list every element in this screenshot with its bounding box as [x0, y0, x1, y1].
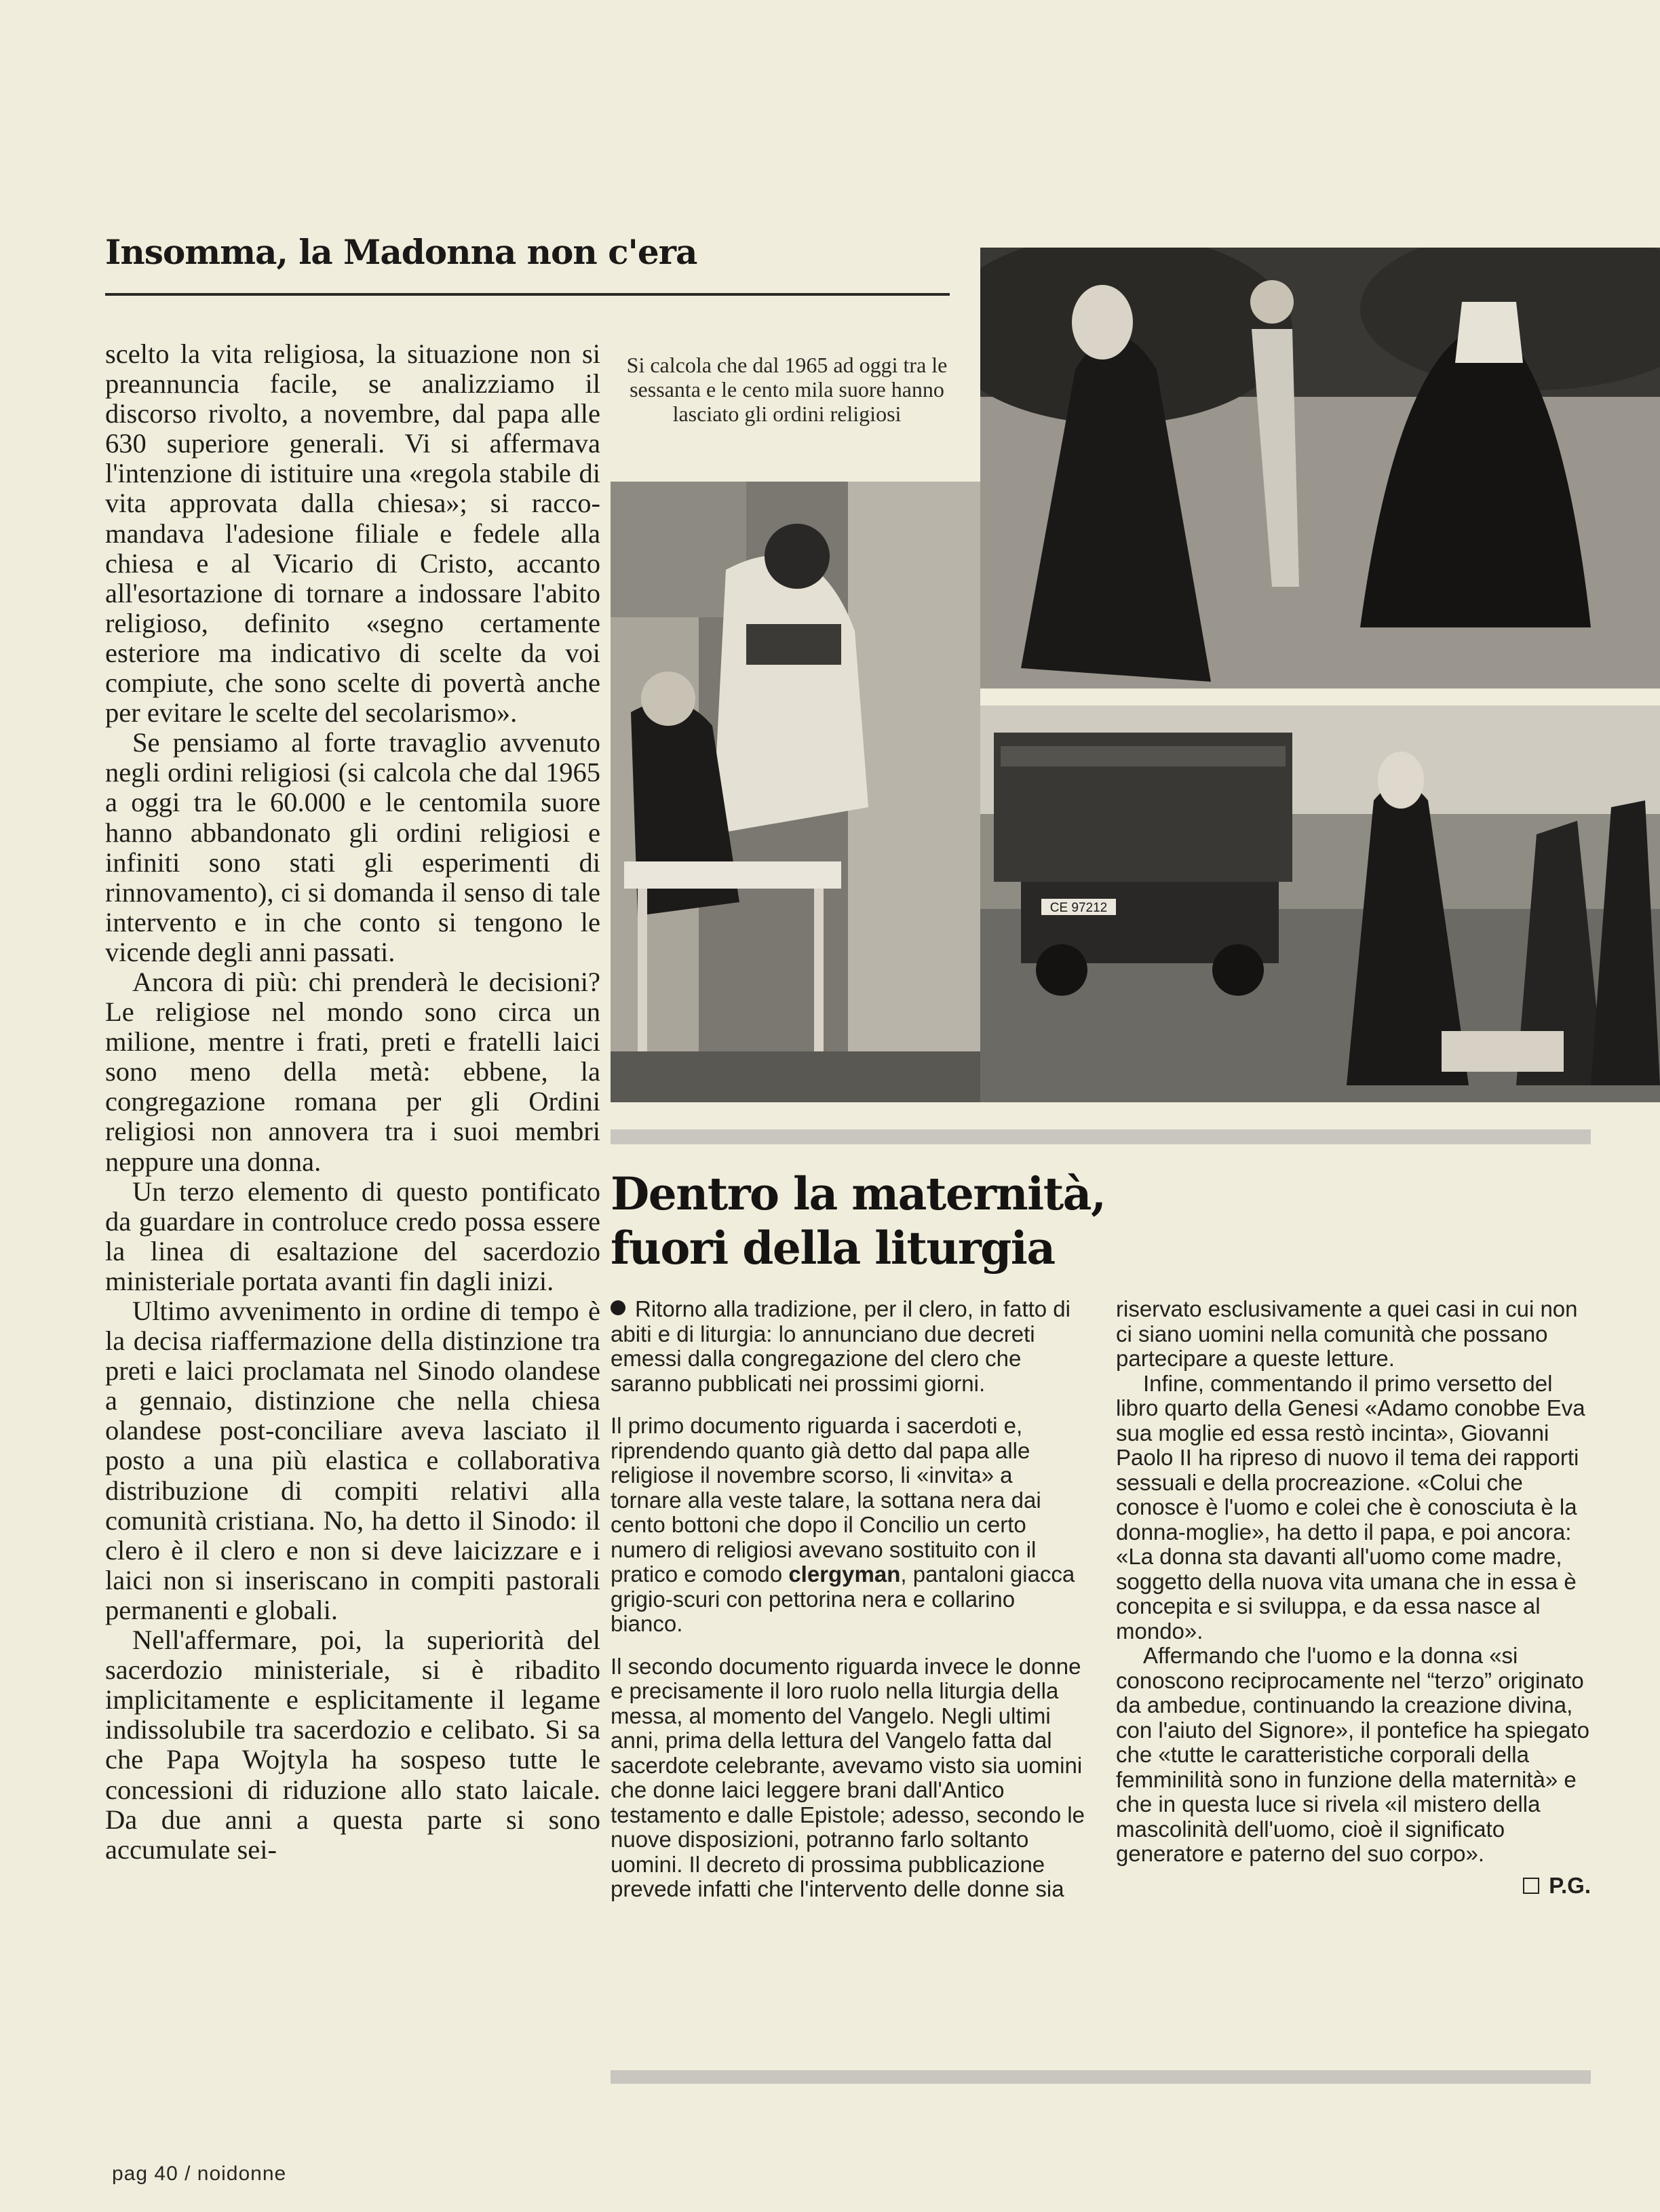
article-headline — [611, 1167, 1167, 1275]
left-paragraph-2: Se pensiamo al forte travaglio avvenuto negli ordini religiosi (si calcola che dal 1965 a oggi tra le 60.000 e le centomila suore hanno abbandonato gli ordini religiosi e infiniti sono stati gli esperimenti di rinnovamento), ci si domanda il senso di tale intervento e in che conto si tengono le vicende degli anni passati. — [105, 727, 600, 967]
photo-reading-scene — [611, 482, 980, 1102]
left-paragraph-1: scelto la vita religiosa, la situazione non si preannuncia facile, se analizziamo il discorso rivolto, a novembre, dal papa alle 630 superiore generali. Vi si affermava l'intenzione di istituire una «regola stabile di vita approvata dalla chiesa»; si raccomandava l'adesione filiale e fedele alla chiesa e al Vicario di Cristo, accanto all'esortazione di tornare a indossare l'abito religioso, definito «segno certamente esteriore ma indicativo di scelte da voi compiute, che sono scelte di povertà anche per evitare le scelte del secolarismo». — [105, 338, 600, 729]
right-paragraph-2: Infine, commentando il primo versetto del libro quarto della Genesi «Adamo conobbe Eva sua moglie ed essa restò incinta», Giovanni Paolo II ha ripreso di nuovo il tema dei rapporti sessuali e della procreazione. «Colui che conosce è l'uomo e colei che è conosciuta è la donna-moglie», ha detto il papa, e poi ancora: «La donna sta davanti all'uomo come madre, soggetto della nuova vita umana che in essa è concepita e si sviluppa, e da essa nasce al mondo». — [1116, 1370, 1585, 1644]
signature-text: P.G. — [1549, 1872, 1591, 1898]
left-paragraph-5: Ultimo avvenimento in ordine di tempo è la decisa riaffermazione della distinzione tra preti e laici proclamata nel Sinodo olandese a gennaio, distinzione che nella chiesa olandese post-conciliare aveva lasciato il posto a una più elastica e collaborativa distribuzione di compiti relativi alla comunità cristiana. No, ha detto il Sinodo: il clero è il clero e non si deve laicizzare e i laici non si inseriscano in compiti pastorali permanenti e globali. — [105, 1296, 600, 1625]
article-right-column — [1116, 1297, 1591, 1916]
p2-text-b: , pantaloni giacca grigio-scuri con pettorina nera e collarino bianco. — [611, 1561, 1075, 1636]
left-paragraph-3: Ancora di più: chi prenderà le decisioni? Le religiose nel mondo sono circa un milione, mentre i frati, preti e fratelli laici sono meno della metà: ebbene, la congregazione romana per gli Ordini religiosi non annovera tra i suoi membri neppure una donna. — [105, 966, 600, 1177]
bottom-band — [611, 2070, 1591, 2084]
bullet-icon — [611, 1300, 625, 1315]
headline-line-1: Dentro la maternità, — [611, 1167, 1106, 1220]
left-paragraph-4: Un terzo elemento di questo pontificato da guardare in controluce credo possa essere la linea di esaltazione del sacerdozio ministeriale portata avanti fin dagli inizi. — [105, 1176, 600, 1296]
article-middle-column — [611, 1297, 1085, 1902]
p2-bold-term: clergyman — [788, 1561, 901, 1587]
signature — [1116, 1874, 1591, 1899]
section-title: Insomma, la Madonna non c'era — [105, 232, 697, 272]
page-footer: pag 40 / noidonne — [112, 2162, 287, 2185]
right-paragraph-3: Affermando che l'uomo e la donna «si conoscono reciprocamente nel “terzo” originato da ambedue, continuando la creazione divina, con l'aiuto del Signore», il pontefice ha spiegato che «tutte le caratteristiche corporali della femminilità sono in funzione della maternità» e che in questa luce si rivela «il mistero della mascolinità dell'uomo, cioè il significato generatore e paterno del suo corpo». — [1116, 1643, 1589, 1866]
license-plate: CE 97212 — [1049, 901, 1108, 915]
end-mark-icon — [1523, 1878, 1539, 1894]
mid-paragraph-2 — [611, 1414, 1085, 1637]
p2-text-a: Il primo documento riguarda i sacerdoti e, riprendendo quanto già detto dal papa alle religiose il novembre scorso, li «invita» a tornare alla veste talare, la sottana nera dai cento bottoni che dopo il Concilio un certo numero di religiosi avevano sostituito con il pratico e comodo — [611, 1413, 1041, 1587]
running-nuns-image — [980, 248, 1660, 688]
photo-running-nuns — [980, 248, 1660, 688]
truck-scene-image — [980, 705, 1660, 1102]
lead-paragraph — [611, 1297, 1085, 1396]
headline-line-2: fuori della liturgia — [611, 1222, 1055, 1275]
reading-scene-image — [611, 482, 980, 1102]
left-paragraph-6: Nell'affermare, poi, la superiorità del sacerdozio ministeriale, si è ribadito implicitamente e esplicitamente il legame indissolubile tra sacerdozio e celibato. Si sa che Papa Wojtyla ha sospeso tutte le concessioni di riduzione allo stato laicale. Da due anni a questa parte si sono accumulate sei- — [105, 1625, 600, 1865]
lead-text: Ritorno alla tradizione, per il clero, in fatto di abiti e di liturgia: lo annunciano due decreti emessi dalla congregazione del clero che saranno pubblicati nei prossimi giorni. — [611, 1296, 1070, 1396]
photo-caption: Si calcola che dal 1965 ad oggi tra le sessanta e le cento mila suore hanno lasciato gli ordini religiosi — [626, 353, 948, 426]
mid-paragraph-3: Il secondo documento riguarda invece le donne e precisamente il loro ruolo nella liturgia della messa, al momento del Vangelo. Negli ultimi anni, prima della lettura del Vangelo fatta dal sacerdote celebrante, avevamo visto sia uomini che donne laici leggere brani dall'Antico testamento e dalle Epistole; adesso, secondo le nuove disposizioni, potranno farlo soltanto uomini. Il decreto di prossima pubblicazione prevede infatti che l'intervento delle donne sia — [611, 1653, 1085, 1901]
left-column — [105, 339, 600, 1865]
header-rule — [105, 293, 950, 296]
right-paragraph-1: riservato esclusivamente a quei casi in cui non ci siano uomini nella comunità che possano partecipare a queste letture. — [1116, 1296, 1578, 1371]
photo-truck-scene — [980, 705, 1660, 1102]
headline-band — [611, 1129, 1591, 1144]
